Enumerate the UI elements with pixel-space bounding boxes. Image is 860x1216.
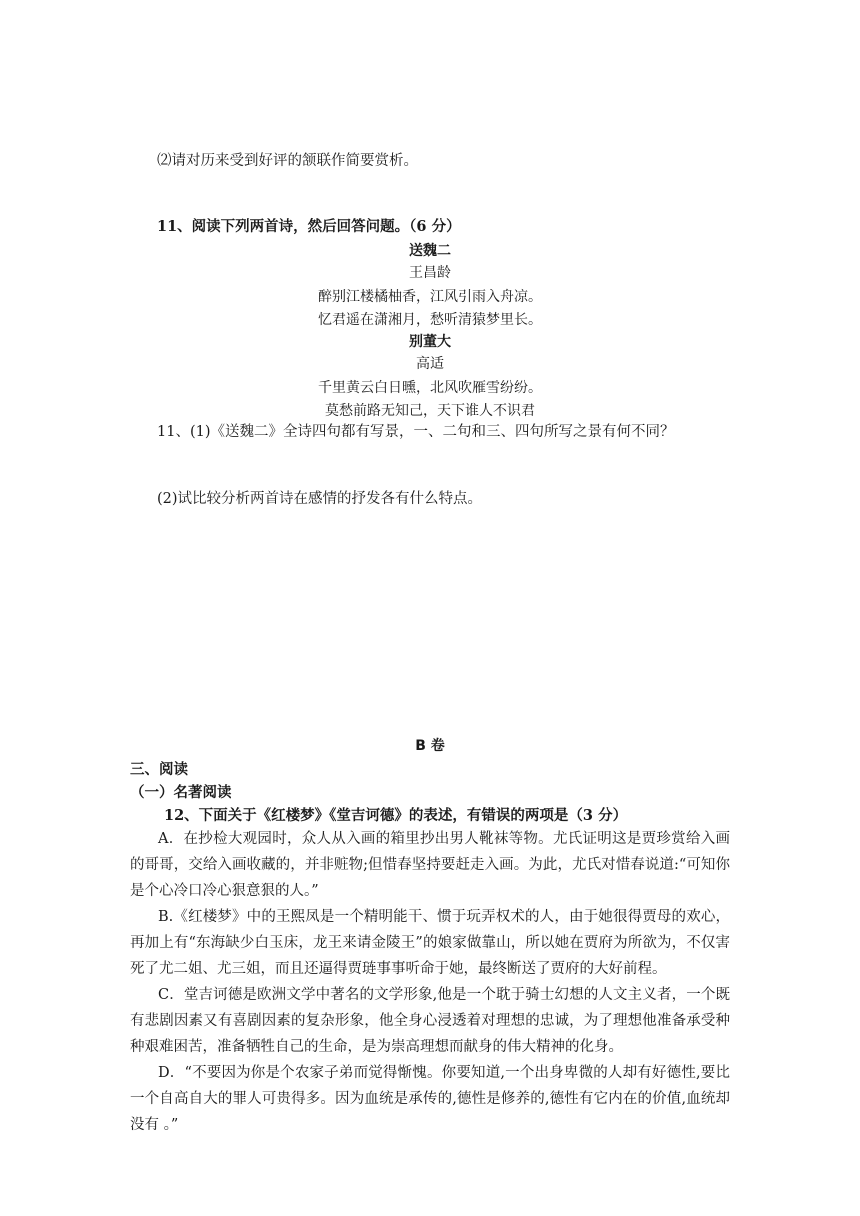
poem1-line-1: 醉别江楼橘柚香，江风引雨入舟凉。 — [318, 289, 542, 305]
q12-option-b: B.《红楼梦》中的王熙凤是一个精明能干、惯于玩弄权术的人，由于她很得贾母的欢心，再加上有“东海缺少白玉床，龙王来请金陵王”的娘家做靠山，所以她在贾府为所欲为，不仅害死了尤二姐、尤三姐，而且还逼得贾琏事事听命于她，最终断送了贾府的大好前程。 — [130, 909, 730, 977]
q11-heading: 11、阅读下列两首诗，然后回答问题。（6 分） — [157, 218, 461, 235]
section-b-title: B 卷 — [415, 738, 445, 754]
q12-option-c: C．堂吉诃德是欧洲文学中著名的文学形象,他是一个耽于骑士幻想的人文主义者，一个既有悲剧因素又有喜剧因素的复杂形象，他全身心浸透着对理想的忠诚，为了理想他准备承受种种艰难困苦，准备牺牲自己的生命，是为崇高理想而献身的伟大精神的化身。 — [130, 987, 730, 1055]
part-3-heading: 三、阅读 — [130, 761, 188, 778]
poem2-author: 高适 — [416, 356, 444, 372]
poem2-title: 别董大 — [409, 334, 451, 350]
poem1-author: 王昌龄 — [409, 265, 451, 281]
poem2-line-1: 千里黄云白日曛，北风吹雁雪纷纷。 — [318, 380, 542, 396]
q10-part2: ⑵请对历来受到好评的颔联作简要赏析。 — [157, 153, 418, 169]
poem1-line-2: 忆君遥在潇湘月，愁听清猿梦里长。 — [318, 312, 542, 328]
section-sub-heading: （一）名著阅读 — [130, 784, 232, 801]
poem2-line-2: 莫愁前路无知己，天下谁人不识君 — [325, 403, 535, 419]
q11-sub1: 11、(1)《送魏二》全诗四句都有写景，一、二句和三、四句所写之景有何不同？ — [157, 424, 675, 440]
q11-sub2: (2)试比较分析两首诗在感情的抒发各有什么特点。 — [157, 491, 483, 507]
q12-option-d: D．“不要因为你是个农家子弟而觉得惭愧。你要知道,一个出身卑微的人却有好德性,要比一个自高自大的罪人可贵得多。因为血统是承传的,德性是修养的,德性有它内在的价值,血统却没有 。” — [130, 1065, 730, 1133]
poem1-title: 送魏二 — [409, 243, 451, 259]
q12-heading: 12、下面关于《红楼梦》《堂吉诃德》的表述，有错误的两项是（3 分） — [164, 807, 628, 824]
q12-option-a: A．在抄检大观园时，众人从入画的箱里抄出男人靴袜等物。尤氏证明这是贾珍赏给入画的哥哥，交给入画收藏的，并非赃物;但惜春坚持要赶走入画。为此，尤氏对惜春说道:“可知你是个心冷口冷心狠意狠的人。” — [130, 831, 730, 899]
